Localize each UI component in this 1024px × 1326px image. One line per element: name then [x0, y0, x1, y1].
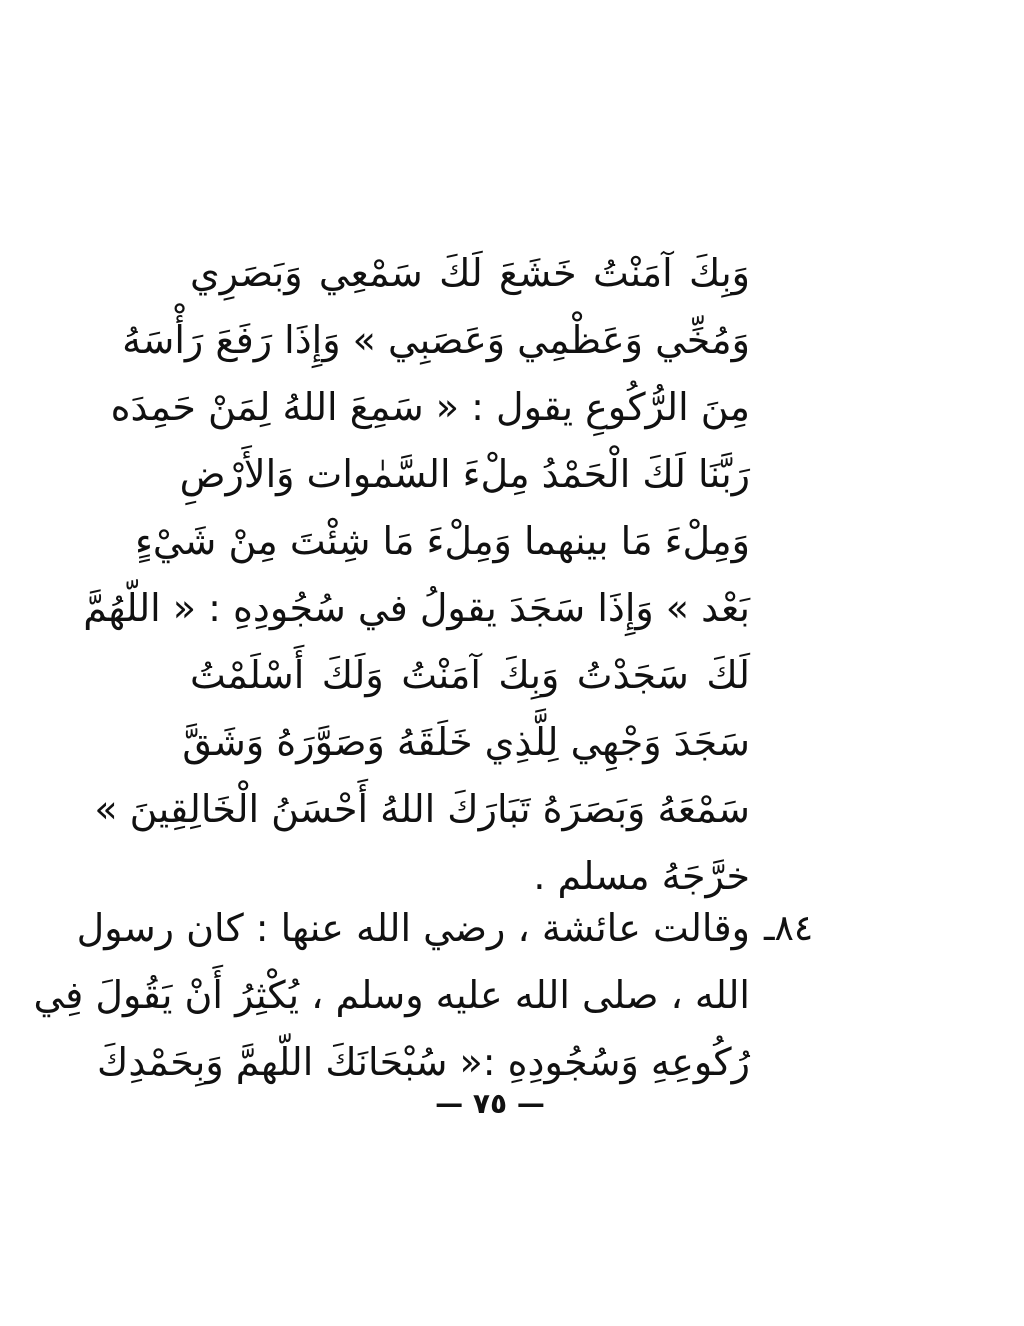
text-line: وَمُخِّي وَعَظْمِي وَعَصَبِي » وَإِذَا رَفَعَ رَأْسَهُ: [122, 318, 750, 362]
hadith-84-text: [33, 895, 750, 1096]
text-line: سَمْعَهُ وَبَصَرَهُ تَبَارَكَ اللهُ أَحْسَنُ الْخَالِقِينَ »: [94, 787, 750, 831]
text-line: وَمِلْءَ مَا بينهما وَمِلْءَ مَا شِئْتَ مِنْ شَيْءٍ: [135, 519, 750, 563]
text-line: بَعْد » وَإِذَا سَجَدَ يقولُ في سُجُودِهِ : « اللّهُمَّ: [83, 586, 750, 630]
text-line: رَبَّنَا لَكَ الْحَمْدُ مِلْءَ السَّمٰوات وَالأَرْضِ: [179, 452, 750, 496]
text-line: لَكَ سَجَدْتُ وَبِكَ آمَنْتُ وَلَكَ أَسْلَمْتُ: [190, 653, 750, 697]
text-line: مِنَ الرُّكُوعِ يقول : « سَمِعَ اللهُ لِمَنْ حَمِدَه: [110, 385, 750, 429]
text-line: رُكُوعِهِ وَسُجُودِهِ :« سُبْحَانَكَ اللّهمَّ وَبِحَمْدِكَ: [97, 1040, 750, 1084]
page-number: — ٧٥ —: [435, 1087, 545, 1120]
text-line: الله ، صلى الله عليه وسلم ، يُكْثِرُ أَنْ يَقُولَ فِي: [33, 973, 750, 1017]
text-line-source: خرَّجَهُ مسلم .: [533, 854, 750, 898]
hadith-text-paragraph: [83, 240, 750, 910]
hadith-number: ٨٤ـ: [764, 908, 814, 949]
text-line: سَجَدَ وَجْهِي لِلَّذِي خَلَقَهُ وَصَوَّرَهُ وَشَقَّ: [182, 720, 750, 764]
text-line: وَبِكَ آمَنْتُ خَشَعَ لَكَ سَمْعِي وَبَصَرِي: [190, 251, 750, 295]
text-line: وقالت عائشة ، رضي الله عنها : كان رسول: [76, 906, 750, 950]
